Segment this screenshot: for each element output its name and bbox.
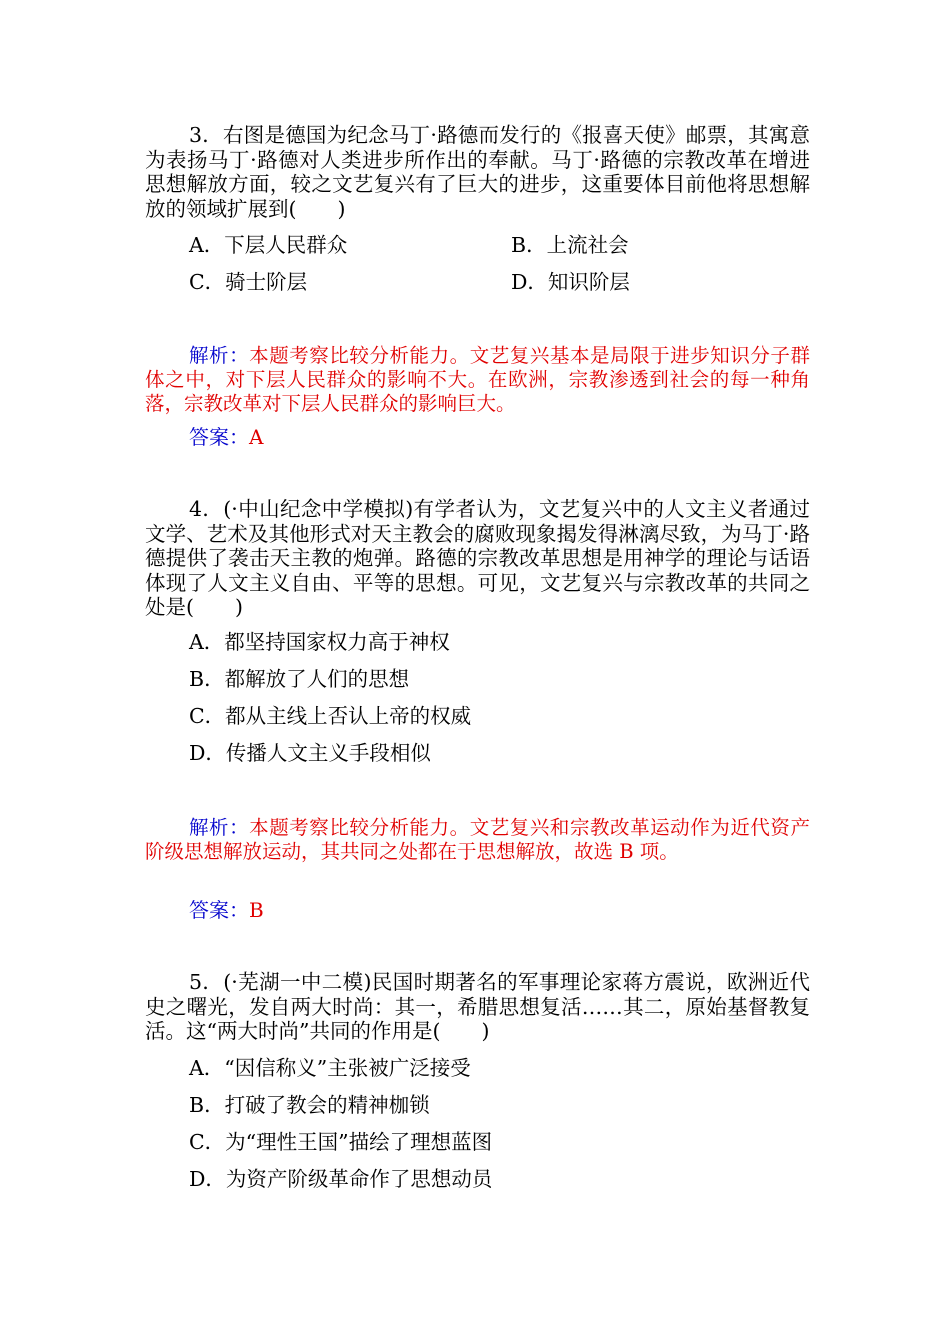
question-4-answer xyxy=(189,897,264,923)
answer-label: 答案： xyxy=(189,898,249,922)
question-4-stem: 4．(·中山纪念中学模拟)有学者认为，文艺复兴中的人文主义者通过文学、艺术及其他形式对天主教会的腐败现象揭发得淋漓尽致，为马丁·路德提供了袭击天主教的炮弹。路德的宗教改革思想是用神学的理论与话语体现了人文主义自由、平等的思想。可见，文艺复兴与宗教改革的共同之处是( ) xyxy=(145,497,810,619)
question-3-answer xyxy=(189,424,263,450)
answer-value: B xyxy=(249,898,264,922)
question-3-stem: 3．右图是德国为纪念马丁·路德而发行的《报喜天使》邮票，其寓意为表扬马丁·路德对人类进步所作出的奉献。马丁·路德的宗教改革在增进思想解放方面，较之文艺复兴有了巨大的进步，这重要体目前他将思想解放的领域扩展到( ) xyxy=(145,123,810,221)
analysis-text: 本题考察比较分析能力。文艺复兴基本是局限于进步知识分子群体之中，对下层人民群众的影响不大。在欧洲，宗教渗透到社会的每一种角落，宗教改革对下层人民群众的影响巨大。 xyxy=(145,344,810,415)
question-3-option-d: D．知识阶层 xyxy=(511,270,630,294)
question-3-option-b: B．上流社会 xyxy=(511,233,629,257)
question-4-option-d: D．传播人文主义手段相似 xyxy=(189,741,431,765)
question-3-option-a: A．下层人民群众 xyxy=(189,233,348,257)
answer-value: A xyxy=(249,425,264,449)
question-4-option-c: C．都从主线上否认上帝的权威 xyxy=(189,704,472,728)
analysis-label: 解析： xyxy=(189,344,250,367)
question-3-analysis xyxy=(145,344,810,416)
question-4-option-b: B．都解放了人们的思想 xyxy=(189,667,410,691)
question-4-analysis xyxy=(145,816,810,864)
question-5-option-a: A．“因信称义”主张被广泛接受 xyxy=(189,1056,471,1080)
question-4-option-a: A．都坚持国家权力高于神权 xyxy=(189,630,450,654)
question-5-option-b: B．打破了教会的精神枷锁 xyxy=(189,1093,430,1117)
answer-label: 答案： xyxy=(189,425,249,449)
question-3-option-c: C．骑士阶层 xyxy=(189,270,308,294)
question-5-option-c: C．为“理性王国”描绘了理想蓝图 xyxy=(189,1130,493,1154)
analysis-label: 解析： xyxy=(189,816,250,839)
analysis-text: 本题考察比较分析能力。文艺复兴和宗教改革运动作为近代资产阶级思想解放运动，其共同之处都在于思想解放，故选 B 项。 xyxy=(145,816,810,863)
question-5-stem: 5．(·芜湖一中二模)民国时期著名的军事理论家蒋方震说，欧洲近代史之曙光，发自两大时尚：其一，希腊思想复活……其二，原始基督教复活。这“两大时尚”共同的作用是( ) xyxy=(145,970,810,1043)
question-5-option-d: D．为资产阶级革命作了思想动员 xyxy=(189,1167,493,1191)
